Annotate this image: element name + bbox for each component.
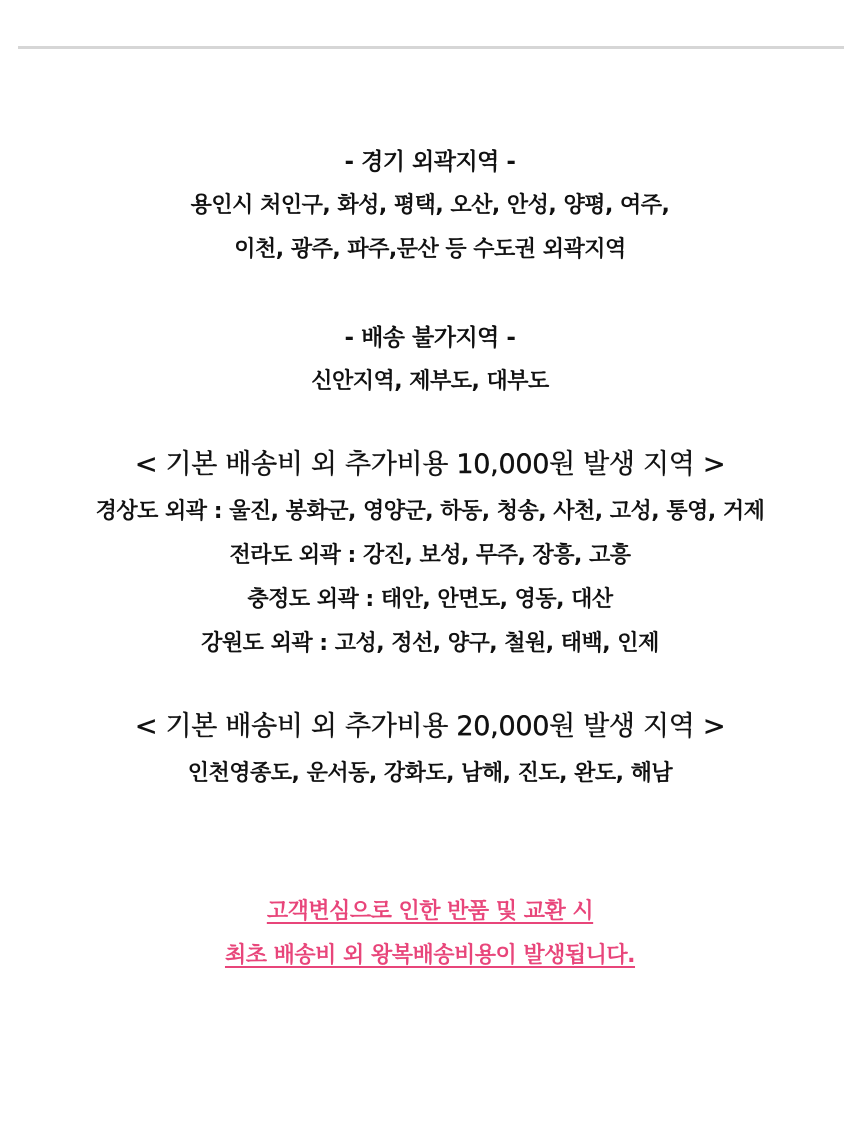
gyeonggi-line-2: 이천, 광주, 파주,문산 등 수도권 외곽지역 (234, 237, 626, 262)
surcharge-10000-chungcheong: 충정도 외곽 : 태안, 안면도, 영동, 대산 (247, 587, 613, 612)
spacer (0, 404, 860, 432)
spacer (0, 272, 860, 316)
return-notice-line-2: 최초 배송비 외 왕복배송비용이 발생됩니다. (224, 943, 636, 968)
surcharge-10000-jeolla: 전라도 외곽 : 강진, 보성, 무주, 장흥, 고흥 (229, 543, 631, 568)
unavailable-heading: - 배송 불가지역 - (344, 325, 516, 351)
spacer (0, 796, 860, 890)
surcharge-10000-gyeongsang: 경상도 외곽 : 울진, 봉화군, 영양군, 하동, 청송, 사천, 고성, 통영, 거제 (95, 499, 765, 524)
surcharge-10000-gangwon: 강원도 외곽 : 고성, 정선, 양구, 철원, 태백, 인제 (201, 631, 659, 656)
spacer (0, 666, 860, 694)
top-divider (18, 46, 844, 49)
gyeonggi-heading: - 경기 외곽지역 - (344, 149, 516, 175)
surcharge-20000-line-1: 인천영종도, 운서동, 강화도, 남해, 진도, 완도, 해남 (187, 761, 673, 786)
surcharge-10000-heading: < 기본 배송비 외 추가비용 10,000원 발생 지역 > (134, 449, 726, 480)
surcharge-20000-heading: < 기본 배송비 외 추가비용 20,000원 발생 지역 > (134, 711, 726, 742)
unavailable-line-1: 신안지역, 제부도, 대부도 (311, 369, 549, 394)
return-notice-line-1: 고객변심으로 인한 반품 및 교환 시 (266, 899, 594, 924)
gyeonggi-line-1: 용인시 처인구, 화성, 평택, 오산, 안성, 양평, 여주, (190, 193, 670, 218)
shipping-info (0, 140, 860, 978)
